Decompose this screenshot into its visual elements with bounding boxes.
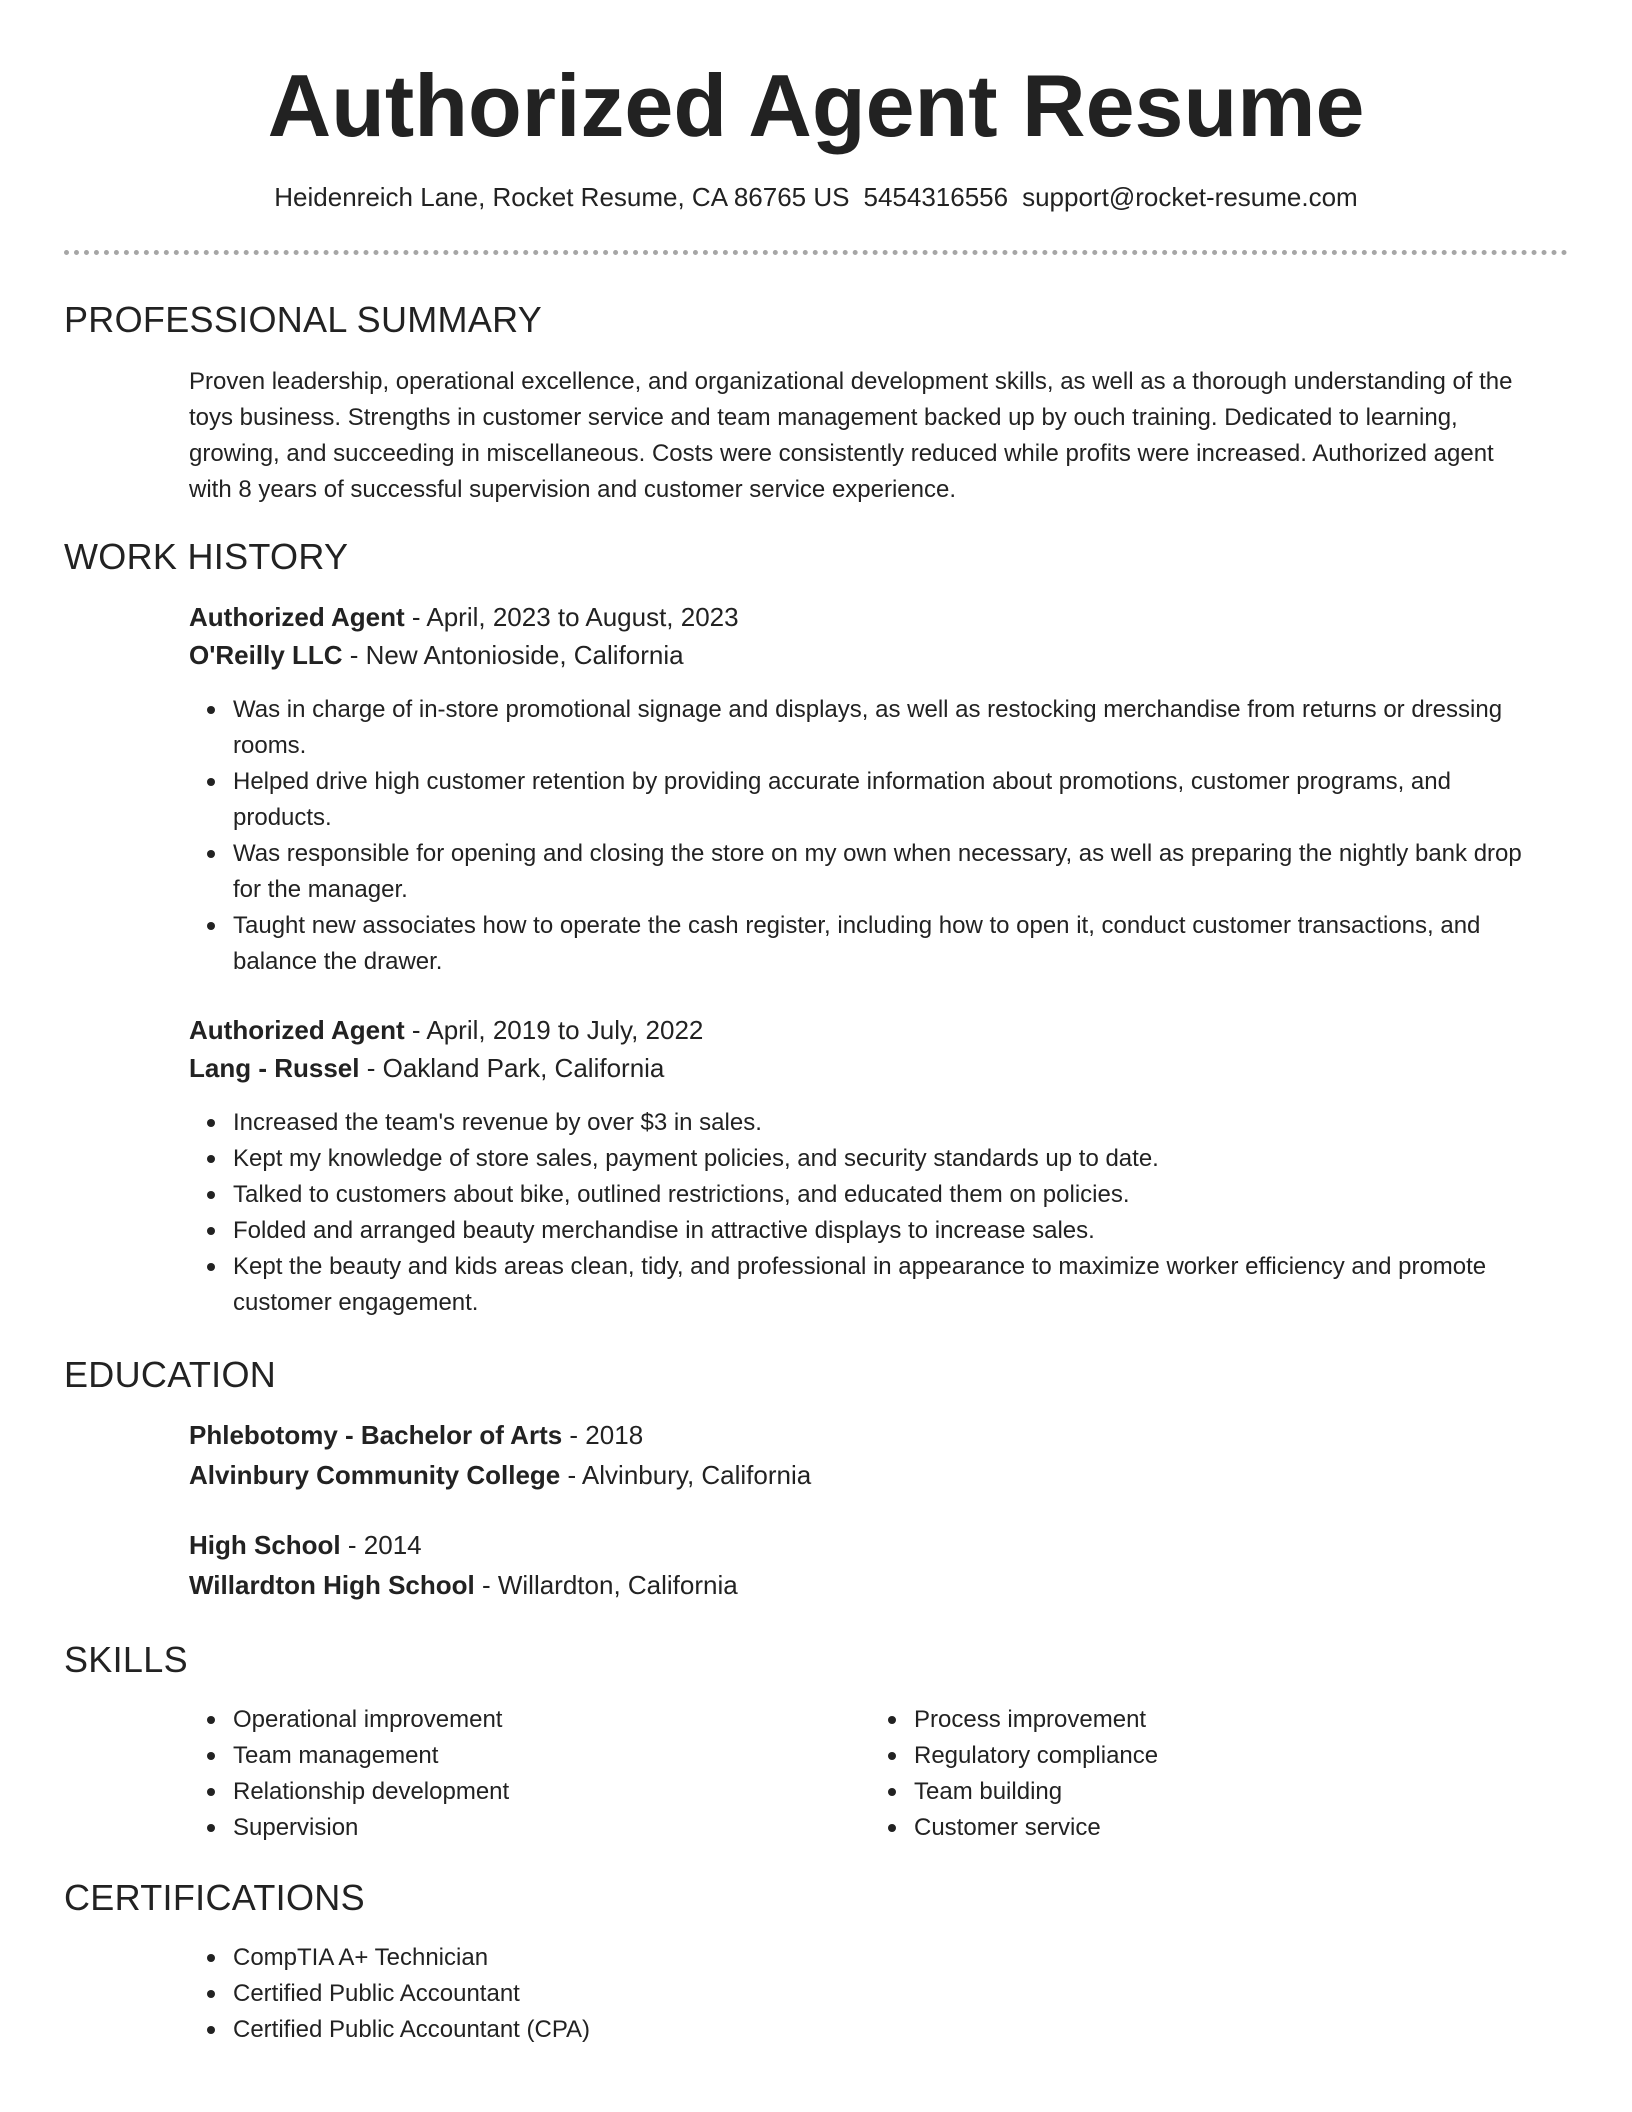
education-degree: Phlebotomy - Bachelor of Arts	[189, 1420, 563, 1450]
bullet-line: balance the drawer.	[233, 948, 443, 975]
bullet-line: Helped drive high customer retention by providing accurate information about promotions, customer programs, and	[233, 768, 1451, 795]
certification-item: CompTIA A+ Technician	[233, 1940, 1613, 1976]
education-degree-line	[189, 1526, 422, 1564]
job-company-line	[189, 636, 684, 674]
list-item	[233, 1213, 1613, 1249]
skill-item: Customer service	[914, 1810, 1632, 1846]
summary-line: growing, and succeeding in miscellaneous. Costs were consistently reduced while profits were increased. Authorized agent	[189, 440, 1494, 467]
job-dates: - April, 2023 to August, 2023	[404, 602, 739, 632]
skill-item: Team management	[233, 1738, 1613, 1774]
work-history-heading: WORK HISTORY	[64, 536, 349, 577]
list-item	[233, 1177, 1613, 1213]
list-item	[233, 908, 1613, 980]
education-year: - 2018	[562, 1420, 644, 1450]
list-item	[233, 1141, 1613, 1177]
bullet-line: customer engagement.	[233, 1289, 479, 1316]
list-item	[233, 1249, 1613, 1321]
summary-text	[189, 364, 1569, 508]
job-position: Authorized Agent	[189, 602, 405, 632]
skills-heading: SKILLS	[64, 1639, 188, 1680]
bullet-line: Taught new associates how to operate the cash register, including how to open it, conduct customer transactions, and	[233, 912, 1481, 939]
bullet-line: Kept the beauty and kids areas clean, tidy, and professional in appearance to maximize worker efficiency and promote	[233, 1253, 1487, 1280]
education-degree: High School	[189, 1530, 341, 1560]
education-degree-line	[189, 1416, 643, 1454]
contact-phone: 5454316556	[863, 182, 1009, 212]
skill-item: Supervision	[233, 1810, 1613, 1846]
bullet-line: products.	[233, 804, 332, 831]
summary-line: toys business. Strengths in customer service and team management backed up by ouch training. Dedicated to learning,	[189, 404, 1458, 431]
job-location: - New Antonioside, California	[342, 640, 684, 670]
bullet-line: Folded and arranged beauty merchandise in attractive displays to increase sales.	[233, 1217, 1095, 1244]
education-school: Alvinbury Community College	[189, 1460, 561, 1490]
certifications-heading: CERTIFICATIONS	[64, 1877, 365, 1918]
bullet-line: Talked to customers about bike, outlined restrictions, and educated them on policies.	[233, 1181, 1130, 1208]
skill-item: Operational improvement	[233, 1702, 1613, 1738]
job-bullets	[189, 1105, 1613, 1321]
list-item	[233, 1105, 1613, 1141]
resume-title: Authorized Agent Resume	[267, 56, 1365, 155]
job-dates: - April, 2019 to July, 2022	[404, 1015, 704, 1045]
job-title-line	[189, 598, 739, 636]
skill-item: Process improvement	[914, 1702, 1632, 1738]
skill-item: Team building	[914, 1774, 1632, 1810]
bullet-line: for the manager.	[233, 876, 408, 903]
summary-heading: PROFESSIONAL SUMMARY	[64, 299, 543, 340]
job-location: - Oakland Park, California	[359, 1053, 665, 1083]
job-title-line	[189, 1011, 703, 1049]
certification-item: Certified Public Accountant (CPA)	[233, 2012, 1613, 2048]
summary-line: with 8 years of successful supervision and customer service experience.	[189, 476, 957, 503]
education-school: Willardton High School	[189, 1570, 475, 1600]
job-company: O'Reilly LLC	[189, 640, 343, 670]
list-item	[233, 764, 1613, 836]
bullet-line: Increased the team's revenue by over $3 in sales.	[233, 1109, 762, 1136]
bullet-line: Was in charge of in-store promotional signage and displays, as well as restocking merchandise from returns or dressing	[233, 696, 1503, 723]
skills-list-right	[870, 1702, 1632, 1846]
header-divider	[64, 250, 1568, 255]
skill-item: Relationship development	[233, 1774, 1613, 1810]
education-school-line	[189, 1566, 738, 1604]
education-heading: EDUCATION	[64, 1354, 277, 1395]
contact-address: Heidenreich Lane, Rocket Resume, CA 86765 US	[274, 182, 850, 212]
certification-item: Certified Public Accountant	[233, 1976, 1613, 2012]
bullet-line: Was responsible for opening and closing the store on my own when necessary, as well as preparing the nightly bank drop	[233, 840, 1522, 867]
education-year: - 2014	[340, 1530, 422, 1560]
education-location: - Willardton, California	[474, 1570, 738, 1600]
contact-line	[0, 180, 1632, 214]
bullet-line: rooms.	[233, 732, 307, 759]
job-company-line	[189, 1049, 664, 1087]
job-position: Authorized Agent	[189, 1015, 405, 1045]
bullet-line: Kept my knowledge of store sales, payment policies, and security standards up to date.	[233, 1145, 1159, 1172]
list-item	[233, 836, 1613, 908]
list-item	[233, 692, 1613, 764]
skill-item: Regulatory compliance	[914, 1738, 1632, 1774]
job-company: Lang - Russel	[189, 1053, 360, 1083]
certifications-list	[189, 1940, 1613, 2048]
contact-email: support@rocket-resume.com	[1022, 182, 1358, 212]
education-school-line	[189, 1456, 811, 1494]
job-bullets	[189, 692, 1613, 980]
summary-line: Proven leadership, operational excellence, and organizational development skills, as well as a thorough understanding of the	[189, 368, 1513, 395]
education-location: - Alvinbury, California	[560, 1460, 812, 1490]
